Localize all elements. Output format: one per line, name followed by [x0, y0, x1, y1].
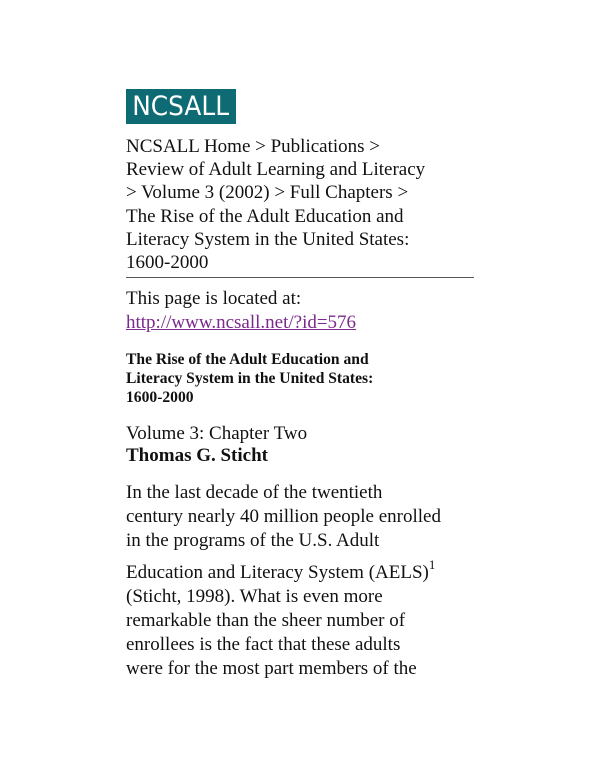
- body-line-text: Education and Literacy System (AELS): [126, 562, 429, 584]
- body-line: In the last decade of the twentieth: [126, 482, 383, 504]
- breadcrumb-current-line: Literacy System in the United States:: [126, 228, 410, 250]
- page-content: [126, 135, 476, 681]
- location-label: This page is located at:: [126, 288, 302, 310]
- footnote-marker[interactable]: 1: [428, 557, 436, 573]
- article-title-line: The Rise of the Adult Education and: [126, 351, 369, 369]
- body-line: remarkable than the sheer number of: [126, 610, 406, 632]
- breadcrumb-separator: >: [126, 182, 137, 204]
- article-title-line: 1600-2000: [126, 389, 194, 407]
- breadcrumb-review-link[interactable]: Review of Adult Learning and Literacy: [126, 159, 426, 181]
- author-name: Thomas G. Sticht: [126, 445, 268, 467]
- breadcrumb-home-link[interactable]: NCSALL Home: [126, 136, 251, 157]
- body-line: in the programs of the U.S. Adult: [126, 530, 380, 552]
- body-line: enrollees is the fact that these adults: [126, 634, 401, 656]
- body-line: century nearly 40 million people enrolled: [126, 506, 441, 528]
- breadcrumb: [126, 135, 474, 278]
- body-paragraph: [126, 481, 476, 681]
- breadcrumb-publications-link[interactable]: Publications: [270, 136, 365, 157]
- breadcrumb-current-line: 1600-2000: [126, 252, 209, 274]
- chapter-label: Volume 3: Chapter Two: [126, 423, 308, 445]
- page-location: [126, 287, 476, 335]
- breadcrumb-separator: >: [274, 182, 286, 204]
- article-title: [126, 350, 476, 407]
- breadcrumb-full-chapters-link[interactable]: Full Chapters: [289, 182, 393, 204]
- ncsall-logo[interactable]: [126, 89, 236, 124]
- body-line: (Sticht, 1998). What is even more: [126, 586, 383, 608]
- page-url-link[interactable]: http://www.ncsall.net/?id=576: [126, 312, 357, 334]
- body-line: were for the most part members of the: [126, 658, 417, 680]
- breadcrumb-current-line: The Rise of the Adult Education and: [126, 205, 404, 227]
- breadcrumb-separator: >: [255, 136, 266, 157]
- breadcrumb-volume-link[interactable]: Volume 3 (2002): [141, 182, 270, 204]
- breadcrumb-separator: >: [397, 182, 409, 204]
- article-title-line: Literacy System in the United States:: [126, 370, 374, 388]
- breadcrumb-separator: >: [369, 136, 381, 157]
- logo-text: NCSALL: [132, 91, 230, 122]
- body-line: [126, 557, 436, 585]
